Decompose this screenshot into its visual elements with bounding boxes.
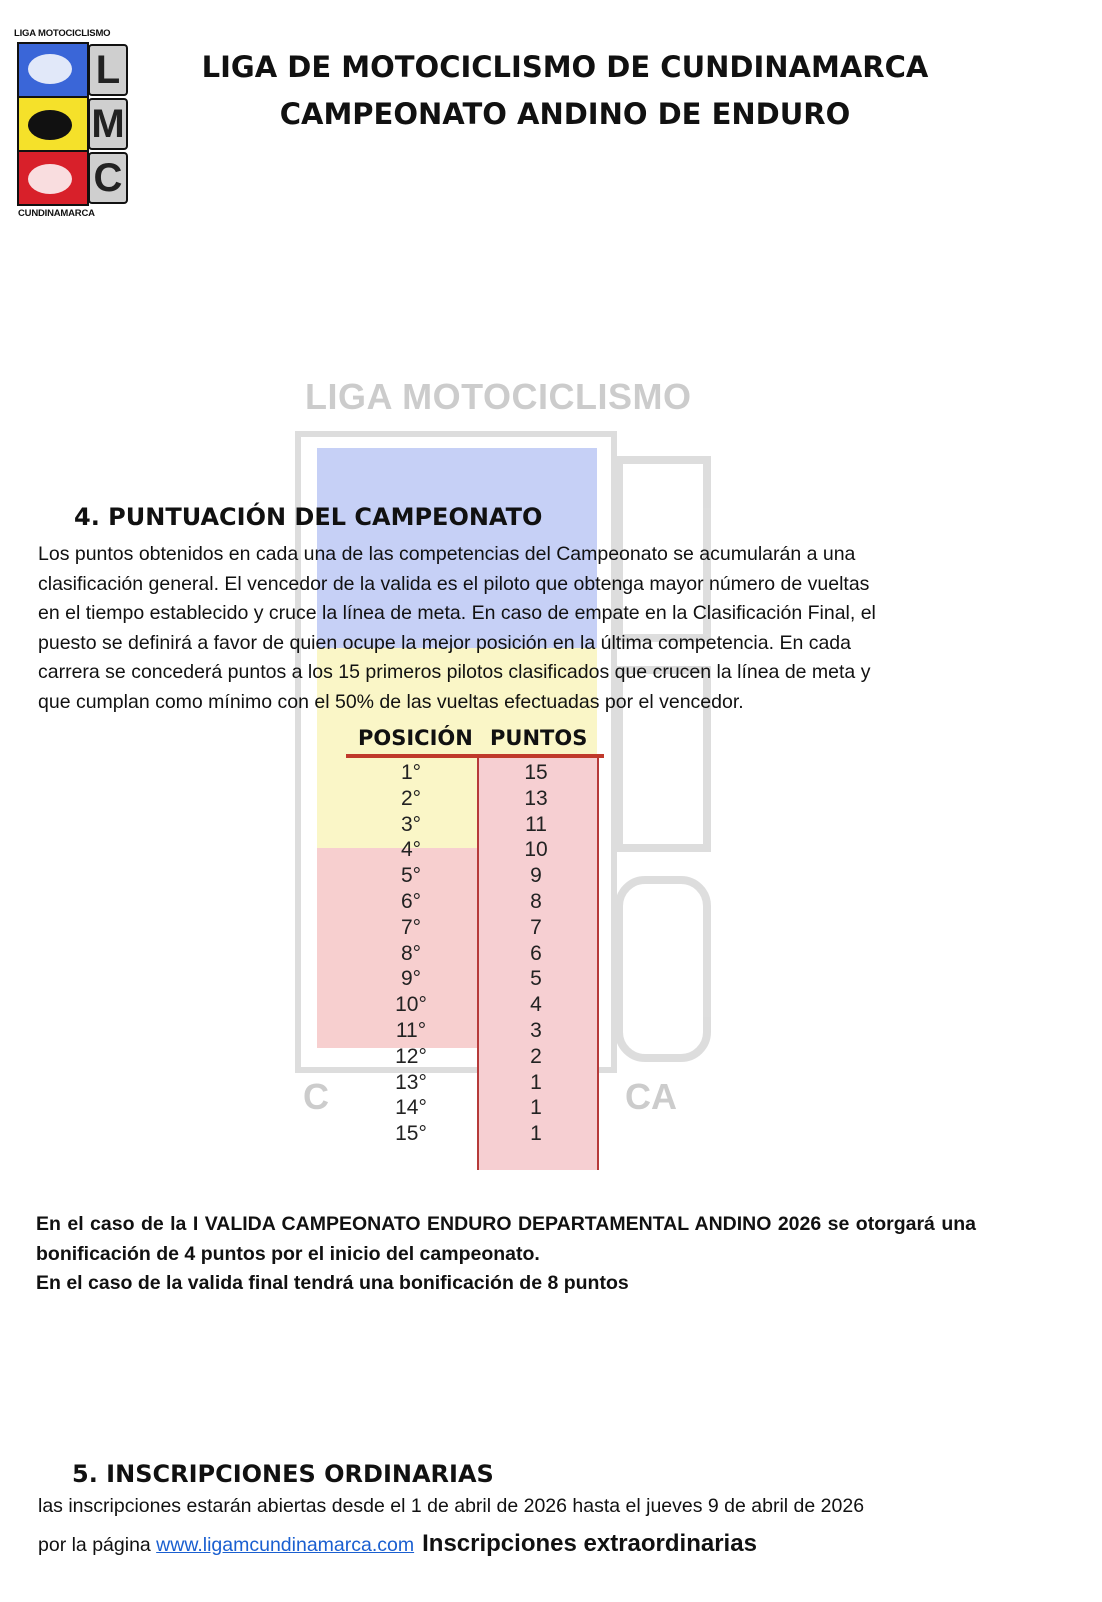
position-cell: 9° [400,967,422,991]
position-cell: 4° [400,838,422,862]
paragraph-line: carrera se concederá puntos a los 15 primeros pilotos clasificados que crucen la línea de meta y [38,661,871,683]
position-cell: 8° [400,941,422,965]
paragraph-line: que cumplan como mínimo con el 50% de las vueltas efectuadas por el vencedor. [38,690,744,713]
position-column-header: POSICIÓN [358,726,473,750]
logo-bottom-text: CUNDINAMARCA [18,208,95,219]
points-cell: 4 [530,993,542,1017]
registration-dates: las inscripciones estarán abiertas desde el 1 de abril de 2026 hasta el jueves 9 de abril de 2026 [38,1495,865,1517]
position-cell: 10° [395,993,427,1017]
table-row [346,1070,606,1096]
table-row [346,760,606,786]
page-title-line1: LIGA DE MOTOCICLISMO DE CUNDINAMARCA [201,50,929,84]
points-cell: 15 [524,761,548,784]
position-cell: 13° [395,1070,427,1094]
logo-letter-c: C [88,152,128,204]
website-prefix: por la página [38,1534,157,1556]
table-row [346,1018,606,1044]
points-cell: 1 [530,1122,542,1146]
table-row [346,1121,606,1147]
points-cell: 1 [530,1070,542,1094]
paragraph-line: en el tiempo establecido y cruce la línea de meta. En caso de empate en la Clasificación Final, el [38,602,876,624]
section-4-paragraph [38,540,938,717]
position-cell: 2° [400,786,422,810]
website-link[interactable]: www.ligamcundinamarca.com [156,1534,415,1556]
watermark-bottom-left: C [303,1076,329,1117]
points-cell: 8 [530,890,542,913]
points-table [346,722,606,1172]
sport-bike-icon [28,164,72,194]
table-row [346,812,606,838]
table-row [346,889,606,915]
watermark-bottom-right: CA [625,1076,677,1117]
table-row [346,915,606,941]
points-cell: 2 [530,1044,542,1068]
position-cell: 11° [395,1019,427,1042]
position-cell: 14° [395,1096,427,1120]
bonus-line-2: bonificación de 4 puntos por el inicio del campeonato. [36,1242,540,1265]
points-cell: 6 [530,941,542,965]
position-cell: 15° [395,1122,427,1146]
table-row [346,837,606,863]
section-5-heading: 5. INSCRIPCIONES ORDINARIAS [72,1460,494,1488]
position-cell: 3° [400,812,422,836]
watermark-letter-c [615,876,711,1062]
points-cell: 7 [530,915,542,939]
position-cell: 5° [400,864,422,888]
position-cell: 7° [400,915,422,939]
position-cell: 6° [400,890,422,913]
points-cell: 3 [530,1019,542,1042]
logo-letter-l: L [88,44,128,96]
table-row [346,1044,606,1070]
paragraph-line: puesto se definirá a favor de quien ocupe la mejor posición en la última competencia. En cada [38,631,851,654]
header-underline [346,754,604,758]
registration-website-line [38,1530,757,1558]
bonus-notes [36,1210,976,1299]
paragraph-line: clasificación general. El vencedor de la valida es el piloto que obtenga mayor número de vueltas [38,572,870,595]
extraordinary-registrations-heading: Inscripciones extraordinarias [422,1530,757,1557]
points-cell: 1 [530,1096,542,1120]
points-column-header: PUNTOS [490,726,588,750]
table-row [346,966,606,992]
page-title-line2: CAMPEONATO ANDINO DE ENDURO [279,97,851,131]
logo-letter-m: M [88,98,128,150]
atv-rider-icon [28,110,72,140]
points-cell: 10 [524,838,548,862]
points-cell: 13 [524,786,548,810]
points-cell: 9 [530,864,542,888]
table-row [346,992,606,1018]
logo-top-text: LIGA MOTOCICLISMO [14,28,111,39]
table-row [346,1095,606,1121]
watermark-top-text: LIGA MOTOCICLISMO [305,376,692,417]
bonus-line-3: En el caso de la valida final tendrá una bonificación de 8 puntos [36,1272,629,1294]
position-cell: 12° [395,1044,427,1068]
motocross-rider-icon [28,54,72,84]
position-cell: 1° [400,761,422,784]
table-row [346,863,606,889]
bonus-line-1: En el caso de la I VALIDA CAMPEONATO ENDURO DEPARTAMENTAL ANDINO 2026 se otorgará una [36,1213,976,1235]
points-cell: 11 [525,812,547,836]
league-logo [14,26,126,222]
section-4-heading: 4. PUNTUACIÓN DEL CAMPEONATO [74,503,543,531]
table-row [346,941,606,967]
paragraph-line: Los puntos obtenidos en cada una de las competencias del Campeonato se acumularán a una [38,543,856,565]
points-cell: 5 [530,967,542,991]
table-row [346,786,606,812]
